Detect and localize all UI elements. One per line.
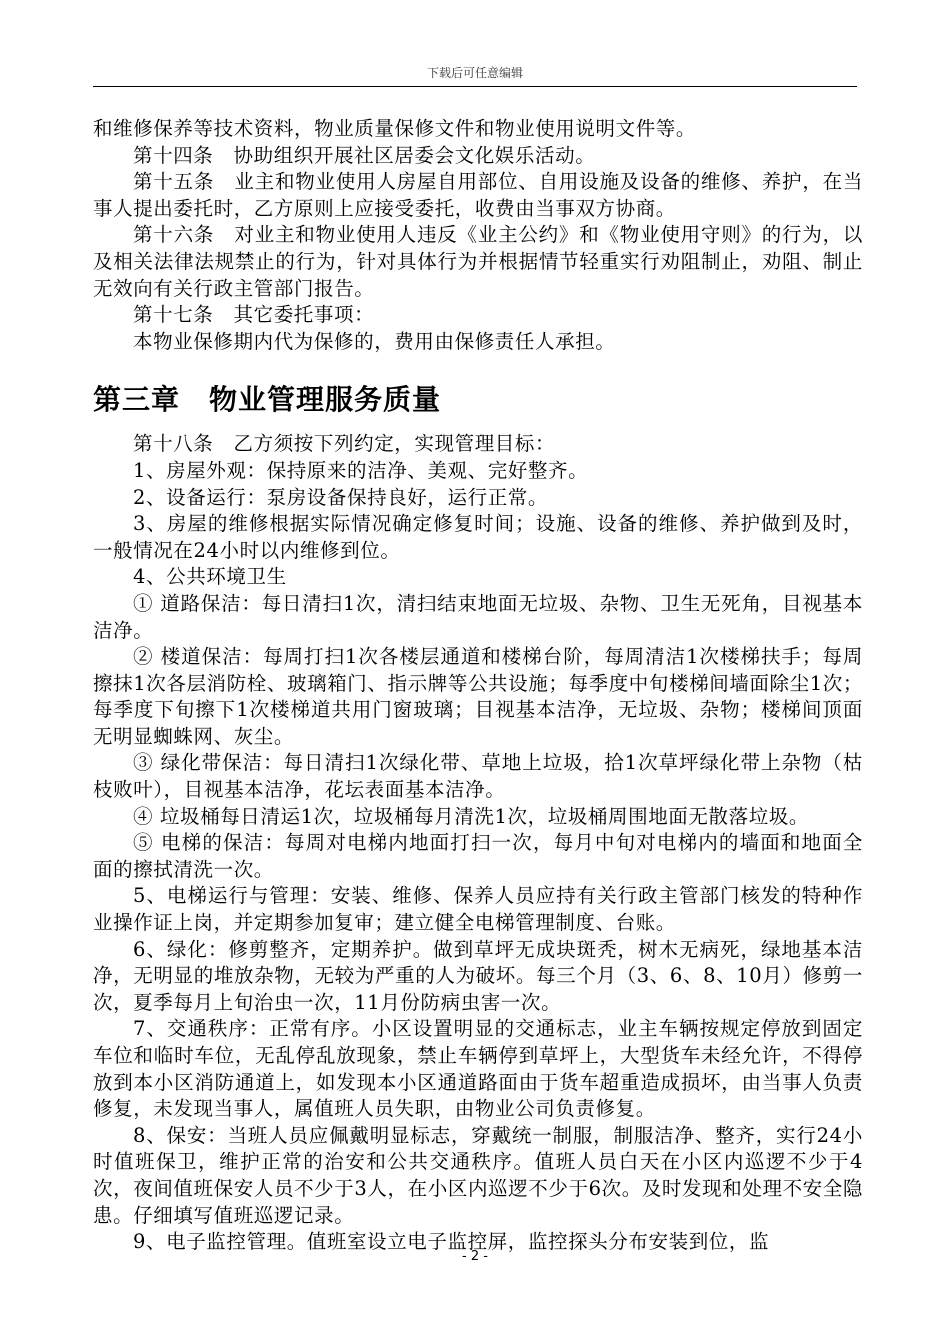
list-item: 7、交通秩序：正常有序。小区设置明显的交通标志，业主车辆按规定停放到固定车位和临时车位，无乱停乱放现象，禁止车辆停到草坪上，大型货车未经允许，不得停放到本小区消防通道上，如发现本小区通道路面由于货车超重造成损坏，由当事人负责修复，未发现当事人，属值班人员失职，由物业公司负责修复。	[93, 1017, 863, 1121]
list-item: 4、公共环境卫生	[133, 565, 287, 589]
list-item: 5、电梯运行与管理：安装、维修、保养人员应持有关行政主管部门核发的特种作业操作证上岗，并定期参加复审；建立健全电梯管理制度、台账。	[93, 884, 863, 935]
article-14: 第十四条 协助组织开展社区居委会文化娱乐活动。	[133, 143, 596, 167]
sub-list-item: ④ 垃圾桶每日清运1次，垃圾桶每月清洗1次，垃圾桶周围地面无散落垃圾。	[133, 804, 810, 828]
sub-list-item: ⑤ 电梯的保洁：每周对电梯内地面打扫一次，每月中旬对电梯内的墙面和地面全面的擦拭清洗一次。	[93, 831, 863, 881]
list-item: 1、房屋外观：保持原来的洁净、美观、完好整齐。	[133, 458, 589, 482]
sub-list-item: ③ 绿化带保洁：每日清扫1次绿化带、草地上垃圾，拾1次草坪绿化带上杂物（枯枝败叶），目视基本洁净，花坛表面基本洁净。	[93, 751, 863, 802]
article-16: 第十六条 对业主和物业使用人违反《业主公约》和《物业使用守则》的行为，以及相关法律法规禁止的行为，针对具体行为并根据情节轻重实行劝阻制止，劝阻、制止无效向有关行政主管部门报告。	[93, 223, 863, 300]
article-15: 第十五条 业主和物业使用人房屋自用部位、自用设施及设备的维修、养护，在当事人提出委托时，乙方原则上应接受委托，收费由当事双方协商。	[93, 170, 863, 220]
chapter-title: 第三章 物业管理服务质量	[93, 383, 442, 417]
list-item: 3、房屋的维修根据实际情况确定修复时间；设施、设备的维修、养护做到及时，一般情况在24小时以内维修到位。	[93, 512, 863, 562]
paragraph: 本物业保修期内代为保修的，费用由保修责任人承担。	[133, 329, 616, 353]
sub-list-item: ① 道路保洁：每日清扫1次，清扫结束地面无垃圾、杂物、卫生无死角，目视基本洁净。	[93, 591, 863, 642]
paragraph: 和维修保养等技术资料，物业质量保修文件和物业使用说明文件等。	[93, 117, 697, 140]
list-item: 9、电子监控管理。值班室设立电子监控屏，监控探头分布安装到位，监	[133, 1230, 770, 1254]
page-number: - 2 -	[462, 1249, 488, 1264]
list-item: 8、保安：当班人员应佩戴明显标志，穿戴统一制服，制服洁净、整齐，实行24小时值班保卫，维护正常的治安和公共交通秩序。值班人员白天在小区内巡逻不少于4次，夜间值班保安人员不少于3人，在小区内巡逻不少于6次。及时发现和处理不安全隐患。仔细填写值班巡逻记录。	[93, 1123, 863, 1227]
article-18: 第十八条 乙方须按下列约定，实现管理目标：	[133, 432, 556, 456]
sub-list-item: ② 楼道保洁：每周打扫1次各楼层通道和楼梯台阶，每周清洁1次楼梯扶手；每周擦抹1次各层消防栓、玻璃箱门、指示牌等公共设施；每季度中旬楼梯间墙面除尘1次；每季度下旬擦下1次楼梯道共用门窗玻璃；目视基本洁净，无垃圾、杂物；楼梯间顶面无明显蜘蛛网、灰尘。	[93, 645, 863, 748]
article-17: 第十七条 其它委托事项：	[133, 303, 375, 327]
header-rule	[93, 86, 857, 87]
list-item: 6、绿化：修剪整齐，定期养护。做到草坪无成块斑秃，树木无病死，绿地基本洁净，无明显的堆放杂物，无较为严重的人为破坏。每三个月（3、6、8、10月）修剪一次，夏季每月上旬治虫一次，11月份防病虫害一次。	[93, 937, 863, 1014]
page-header: 下载后可任意编辑	[426, 66, 523, 80]
list-item: 2、设备运行：泵房设备保持良好，运行正常。	[133, 485, 549, 509]
document-body	[93, 116, 863, 1256]
